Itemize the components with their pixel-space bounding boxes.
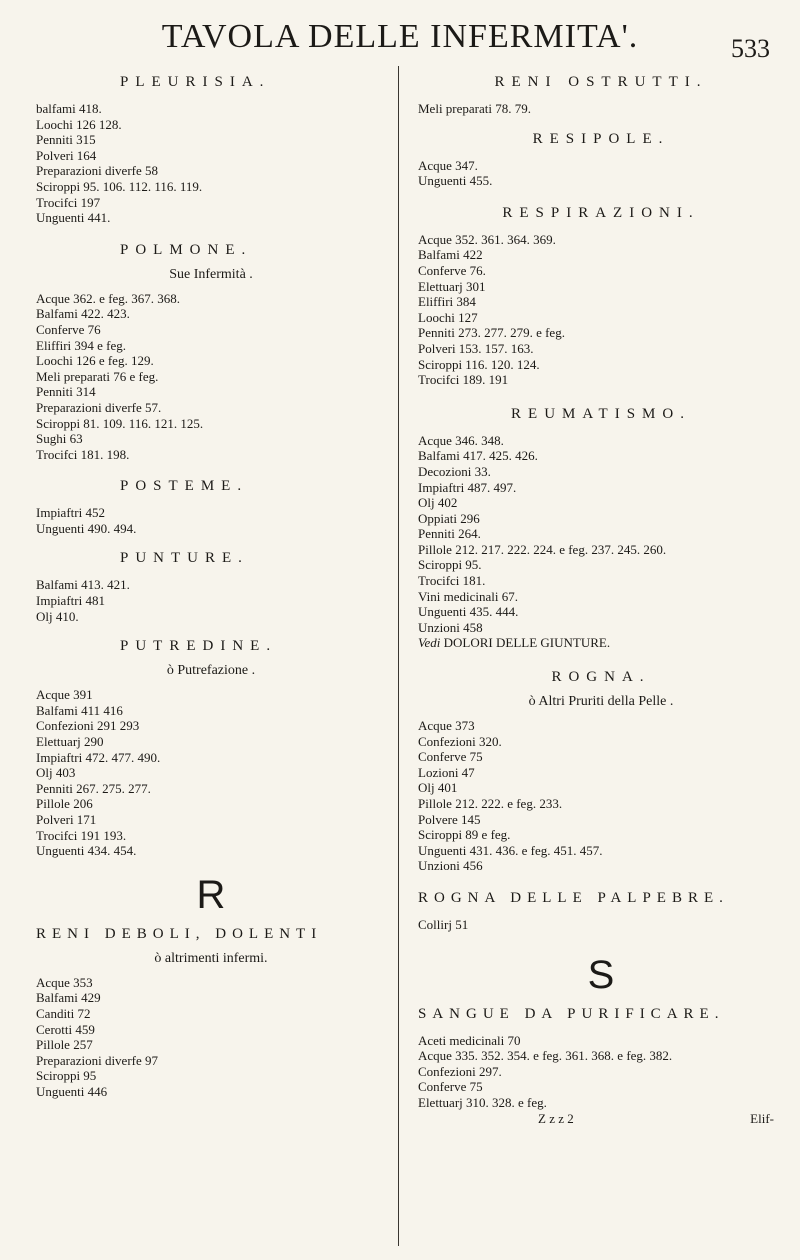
page-title: TAVOLA DELLE INFERMITA'. <box>161 18 639 55</box>
entry: Trocifci 181. <box>418 573 486 589</box>
right-column <box>418 66 784 1127</box>
entry: Sughi 63 <box>36 431 83 447</box>
entry: Acque 352. 361. 364. 369. <box>418 231 556 247</box>
entry: Unguenti 455. <box>418 173 493 189</box>
entry: Elettuarj 290 <box>36 734 104 750</box>
entry: Impiaftri 472. 477. 490. <box>36 749 161 765</box>
entry: Aceti medicinali 70 <box>418 1032 521 1048</box>
section-title: RESPIRAZIONI. <box>502 204 700 221</box>
entry: Decozioni 33. <box>418 463 491 479</box>
entry: Balfami 411 416 <box>36 702 123 718</box>
column-divider <box>398 66 399 1246</box>
section-sangue <box>418 1006 784 1111</box>
entry: Balfami 429 <box>36 990 101 1006</box>
entry: Pillole 257 <box>36 1037 93 1053</box>
entry: Balfami 417. 425. 426. <box>418 448 538 464</box>
entry: Conferve 76. <box>418 262 486 278</box>
entry: Balfami 413. 421. <box>36 577 130 593</box>
entry: Pillole 212. 217. 222. 224. e feg. 237. 245. 260. <box>418 541 667 557</box>
footer <box>418 1111 784 1127</box>
entry: Balfami 422 <box>418 247 483 263</box>
section-subtitle: Sue Infermità . <box>169 266 253 282</box>
entry: Acque 353 <box>36 974 93 990</box>
entry: Acque 335. 352. 354. e feg. 361. 368. e feg. 382. <box>418 1048 673 1064</box>
entry: Olj 403 <box>36 765 76 781</box>
entry: Oppiati 296 <box>418 510 480 526</box>
entry: Loochi 126 128. <box>36 116 122 132</box>
entry: Penniti 267. 275. 277. <box>36 780 151 796</box>
catchword: Elif- <box>750 1110 774 1126</box>
entry: Confezioni 297. <box>418 1063 502 1079</box>
entry: Canditi 72 <box>36 1005 91 1021</box>
section-subtitle: ò Putrefazione . <box>166 663 256 679</box>
entry: Trocifci 181. 198. <box>36 446 130 462</box>
entry: Polveri 153. 157. 163. <box>418 340 534 356</box>
entry: Polveri 164 <box>36 147 97 163</box>
entry: Unguenti 431. 436. e feg. 451. 457. <box>418 842 603 858</box>
entry: Conferve 75 <box>418 749 483 765</box>
section-polmone <box>36 242 386 463</box>
entry: Confezioni 320. <box>418 733 502 749</box>
section-reni-deboli <box>36 926 386 1100</box>
section-subtitle: ò Altri Pruriti della Pelle . <box>528 694 674 710</box>
entry: Unguenti 441. <box>36 210 111 226</box>
entry: Penniti 314 <box>36 384 96 400</box>
section-title: PUNTURE. <box>120 550 249 567</box>
entry: Penniti 273. 277. 279. e feg. <box>418 325 565 341</box>
entry: Elettuarj 301 <box>418 278 486 294</box>
section-title: PUTREDINE. <box>120 638 278 655</box>
entry: Eliffiri 394 e feg. <box>36 337 127 353</box>
entry: Trocifci 191 193. <box>36 827 127 843</box>
section-title: RESIPOLE. <box>532 130 670 147</box>
entry: Confezioni 291 293 <box>36 718 140 734</box>
entry: Preparazioni diverfe 97 <box>36 1052 159 1068</box>
entry: Unguenti 435. 444. <box>418 604 519 620</box>
section-putredine <box>36 638 386 859</box>
section-title: POSTEME. <box>120 478 249 495</box>
entry: Acque 347. <box>418 157 478 173</box>
section-title: ROGNA DELLE PALPEBRE. <box>418 889 729 906</box>
section-title: PLEURISIA. <box>120 74 271 90</box>
section-rogna <box>418 669 784 874</box>
entry: Impiaftri 481 <box>36 593 105 609</box>
entry: Meli preparati 78. 79. <box>418 101 531 116</box>
entry: Sciroppi 95. 106. 112. 116. 119. <box>36 178 203 194</box>
entry: Lozioni 47 <box>418 764 475 780</box>
entry: Unzioni 458 <box>418 619 483 635</box>
entry: Unguenti 446 <box>36 1083 108 1099</box>
entry: Collirj 51 <box>418 916 469 932</box>
section-letter-r: R <box>196 872 226 917</box>
section-reni-ostrutti <box>418 74 784 117</box>
entry: Pillole 212. 222. e feg. 233. <box>418 796 563 811</box>
entry: Trocifci 189. 191 <box>418 372 509 388</box>
entry: Olj 402 <box>418 495 458 511</box>
entry: Impiaftri 452 <box>36 505 105 521</box>
section-reumatismo <box>418 406 784 651</box>
entry: Penniti 264. <box>418 526 481 542</box>
signature-mark: Z z z 2 <box>538 1110 574 1126</box>
entry: Sciroppi 95 <box>36 1068 97 1084</box>
section-title: SANGUE DA PURIFICARE. <box>418 1005 725 1022</box>
section-respirazioni <box>418 205 784 388</box>
entry: Preparazioni diverfe 57. <box>36 399 162 415</box>
cross-reference <box>418 635 784 651</box>
entry: Olj 410. <box>36 608 79 624</box>
section-pleurisia <box>36 74 386 226</box>
section-letter-s: S <box>587 952 615 997</box>
section-rogna-palpebre <box>418 890 784 933</box>
section-title: POLMONE. <box>120 241 253 258</box>
entry: balfami 418. <box>36 101 102 116</box>
entry: Vini medicinali 67. <box>418 588 518 604</box>
entry: Impiaftri 487. 497. <box>418 479 517 495</box>
entry: Eliffiri 384 <box>418 294 476 310</box>
entry: Unzioni 456 <box>418 858 483 874</box>
entry: Loochi 127 <box>418 309 478 325</box>
left-column <box>36 66 386 1100</box>
entry: Cerotti 459 <box>36 1021 95 1037</box>
entry: Polvere 145 <box>418 811 481 827</box>
entry: Trocifci 197 <box>36 194 101 210</box>
section-posteme <box>36 478 386 536</box>
entry: Conferve 75 <box>418 1079 483 1095</box>
section-title: RENI DEBOLI, DOLENTI <box>36 925 323 942</box>
entry: Unguenti 490. 494. <box>36 520 137 536</box>
section-title: REUMATISMO. <box>511 405 691 422</box>
entry: Pillole 206 <box>36 796 93 812</box>
entry: Loochi 126 e feg. 129. <box>36 353 154 369</box>
entry: Sciroppi 81. 109. 116. 121. 125. <box>36 415 204 431</box>
entry: Acque 391 <box>36 687 93 703</box>
entry: Unguenti 434. 454. <box>36 843 137 859</box>
entry: Acque 362. e feg. 367. 368. <box>36 290 181 306</box>
entry: Sciroppi 89 e feg. <box>418 827 511 843</box>
entry: Conferve 76 <box>36 321 101 337</box>
entry: Sciroppi 116. 120. 124. <box>418 356 540 372</box>
entry: Acque 373 <box>418 718 475 734</box>
entry: Preparazioni diverfe 58 <box>36 163 159 179</box>
page-number: 533 <box>731 34 770 63</box>
section-resipole <box>418 131 784 189</box>
cross-reference-target: DOLORI DELLE GIUNTURE. <box>443 635 611 651</box>
section-punture <box>36 550 386 624</box>
entry: Polveri 171 <box>36 812 97 827</box>
section-title: ROGNA. <box>551 669 651 686</box>
entry: Acque 346. 348. <box>418 432 504 448</box>
entry: Olj 401 <box>418 780 458 796</box>
entry: Sciroppi 95. <box>418 557 482 573</box>
section-title: RENI OSTRUTTI. <box>494 74 708 90</box>
entry: Elettuarj 310. 328. e feg. <box>418 1094 547 1110</box>
entry: Balfami 422. 423. <box>36 306 130 322</box>
entry: Penniti 315 <box>36 132 96 148</box>
cross-reference-prefix: Vedi <box>418 635 441 651</box>
section-subtitle: ò altrimenti infermi. <box>154 950 268 966</box>
entry: Meli preparati 76 e feg. <box>36 368 159 384</box>
